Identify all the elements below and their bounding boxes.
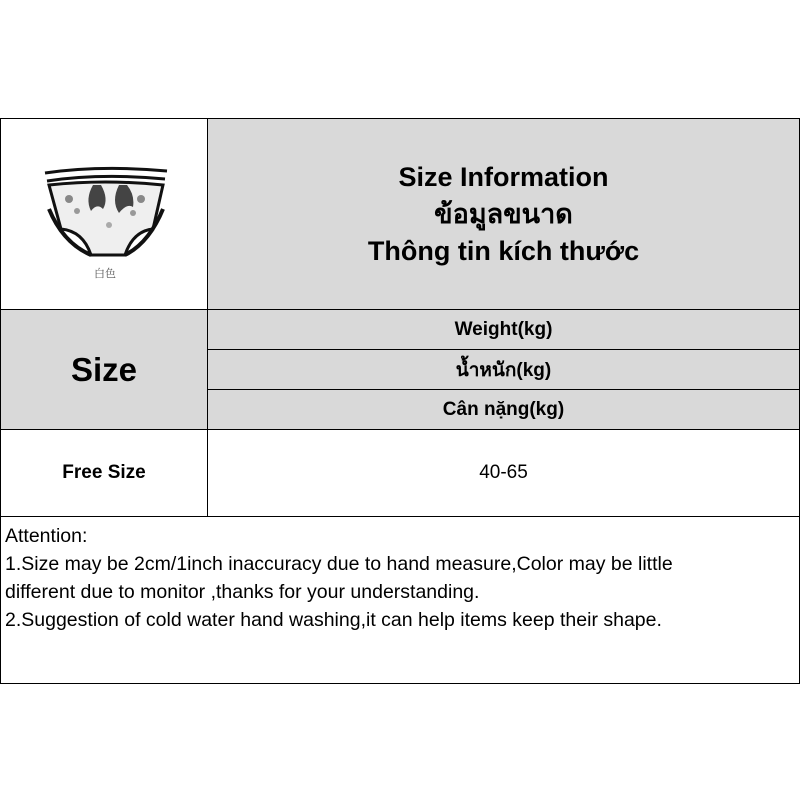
weight-header-english: Weight(kg): [207, 309, 800, 350]
note-line-1a: 1.Size may be 2cm/1inch inaccuracy due to hand measure,Color may be little: [5, 553, 673, 575]
size-header: Size: [0, 309, 208, 430]
title-vietnamese: Thông tin kích thước: [367, 235, 640, 266]
title-english: Size Information: [398, 161, 609, 192]
attention-notes: [0, 516, 800, 684]
weight-value-cell: 40-65: [207, 429, 800, 517]
notes-heading: Attention:: [5, 525, 88, 547]
title-cell: [207, 118, 800, 310]
lace-briefs-icon: [41, 159, 171, 269]
title-thai: ข้อมูลขนาด: [434, 198, 573, 229]
weight-header-thai: น้ำหนัก(kg): [207, 349, 800, 390]
size-chart: [0, 118, 800, 684]
note-line-1b: different due to monitor ,thanks for your understanding.: [5, 581, 480, 603]
size-value-cell: Free Size: [0, 429, 208, 517]
product-color-caption: 白色: [94, 267, 116, 280]
product-image-cell: [0, 118, 208, 310]
note-line-2: 2.Suggestion of cold water hand washing,it can help items keep their shape.: [5, 609, 662, 631]
weight-header-vietnamese: Cân nặng(kg): [207, 389, 800, 430]
